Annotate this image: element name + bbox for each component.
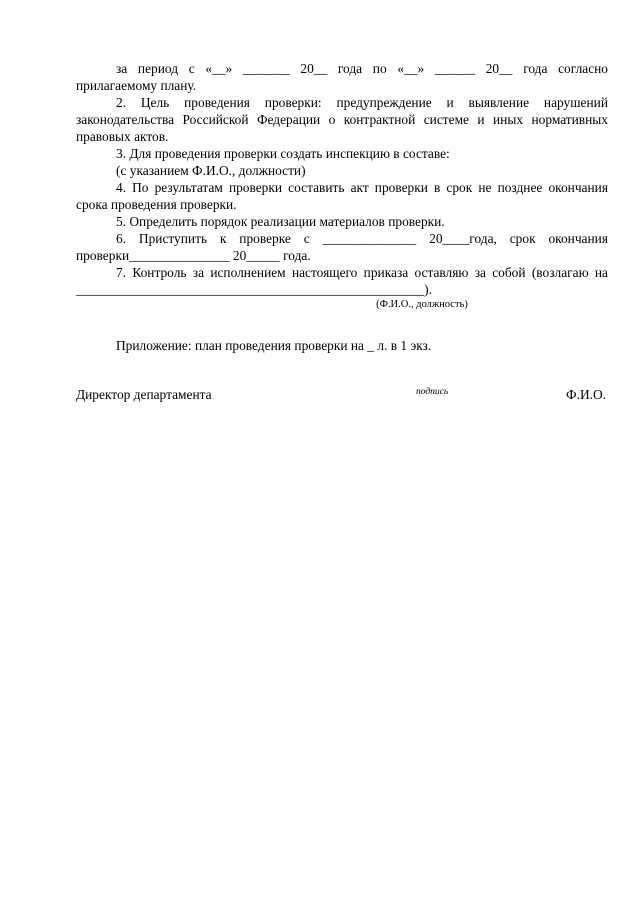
- period-line-end: прилагаемому плану.: [76, 78, 197, 93]
- period-line: за период с «__» _______ 20__ года по «__» ______ 20__ года согласно: [116, 61, 608, 76]
- item-4-act: 4. По результатам проверки составить акт проверки в срок не позднее окончания срока проведения проверки.: [76, 180, 608, 212]
- item-6-start: 6. Приступить к проверке с ______________ 20____года, срок окончания проверки_______________ 20_____ года.: [76, 231, 608, 263]
- appendix-line: Приложение: план проведения проверки на _ л. в 1 экз.: [116, 338, 432, 353]
- signer-title: Директор департамента: [76, 387, 212, 402]
- item-2-purpose: 2. Цель проведения проверки: предупреждение и выявление нарушений законодательства Российской Федерации о контрактной системе и иных нормативных правовых актов.: [76, 95, 608, 144]
- signature-block: [76, 386, 608, 404]
- item-7-caption: (Ф.И.О., должность): [376, 299, 468, 310]
- signer-name: Ф.И.О.: [566, 387, 606, 402]
- item-7-control: 7. Контроль за исполнением настоящего приказа оставляю за собой (возлагаю на ____________________________________________________).: [76, 265, 608, 297]
- item-3-inspection: 3. Для проведения проверки создать инспекцию в составе:: [116, 146, 450, 161]
- signature-label: подпись: [416, 387, 449, 397]
- document-body: [76, 60, 608, 354]
- item-3-note: (с указанием Ф.И.О., должности): [116, 163, 306, 178]
- item-5-materials: 5. Определить порядок реализации материалов проверки.: [116, 214, 445, 229]
